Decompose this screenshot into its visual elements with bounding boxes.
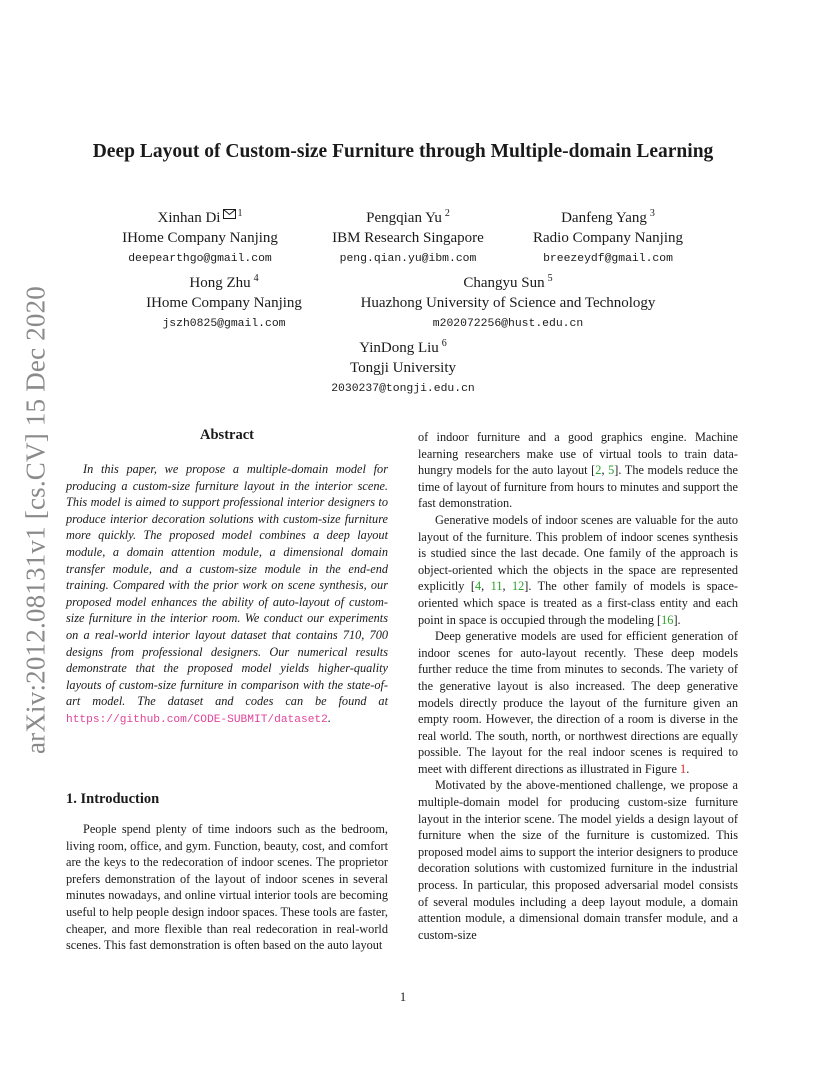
author-name: Danfeng Yang $^3$	[561, 208, 655, 226]
arxiv-id: arXiv:2012.08131v1 [cs.CV] 15 Dec 2020	[20, 285, 51, 755]
author-name: Xinhan Di $^1$	[157, 208, 243, 226]
author-block-4	[126, 269, 322, 334]
paper-title: Deep Layout of Custom-size Furniture through Multiple-domain Learning	[92, 141, 714, 162]
author-block-2	[313, 204, 503, 269]
intro-heading: 1. Introduction	[66, 791, 160, 807]
author-affiliation: Radio Company Nanjing	[533, 230, 683, 246]
citation-link[interactable]: 16	[661, 612, 674, 627]
author-block-3	[518, 204, 698, 269]
author-name: Hong Zhu $^4$	[189, 273, 259, 291]
author-name: Pengqian Yu $^2$	[366, 208, 450, 226]
author-email[interactable]: 2030237@tongji.edu.cn	[331, 383, 475, 395]
citation-link[interactable]: 11	[490, 579, 503, 594]
paragraph: Generative models of indoor scenes are valuable for the auto layout of the furniture. This problem of indoor scenes synthesis is studied since the last decade. One family of the approach is object-oriented which the objects in the space are represented explicitly [4, 11, 12]. The other family of models is space-oriented which space is treated as a first-class entity and each point in space is occupied through the modeling [16].	[418, 512, 738, 627]
author-affiliation: Tongji University	[349, 360, 457, 376]
author-affiliation: IHome Company Nanjing	[146, 295, 302, 311]
arxiv-sidebar-stamp	[16, 280, 56, 760]
figure-reference-link[interactable]: 1	[680, 761, 687, 776]
abstract-text: In this paper, we propose a multiple-domain model for producing a custom-size furniture layout in the interior scene. This model is aimed to support professional interior designers to produce interior decoration solutions with custom-size furniture more quickly. The proposed model combines a deep layout module, a domain attention module, a dimensional domain transfer module, and a custom-size module in the end-end training. Compared with the prior work on scene synthesis, our proposed model enhances the ability of auto-layout of custom-size furniture in the interior room. We conduct our experiments on a real-world interior layout dataset that contains 710, 700 designs from professional designers. Our numerical results demonstrate that the proposed model yields higher-quality layouts of custom-size furniture in comparison with the state-of-art model. The dataset and codes can be found at	[66, 462, 388, 709]
dataset-link[interactable]: https://github.com/CODE-SUBMIT/dataset2	[66, 713, 328, 726]
author-email[interactable]: deepearthgo@gmail.com	[128, 253, 272, 265]
author-email[interactable]: jszh0825@gmail.com	[162, 318, 286, 330]
author-affiliation: IBM Research Singapore	[332, 230, 484, 246]
abstract-heading: Abstract	[200, 427, 254, 443]
author-email[interactable]: breezeydf@gmail.com	[543, 253, 673, 265]
intro-body	[66, 821, 388, 954]
author-name: Changyu Sun $^5$	[463, 273, 553, 291]
author-email[interactable]: m202072256@hust.edu.cn	[432, 318, 584, 330]
intro-paragraph: People spend plenty of time indoors such as the bedroom, living room, office, and gym. Function, beauty, cost, and comfort are the keys to the redecoration of indoor scenes. The proprietor prefers demonstration of the layout of indoor scenes in several minutes nowadays, and online virtual interior tools are becoming useful to help people design indoor spaces. These tools are faster, cheaper, and more flexible than real redecoration in real-world scenes. This fast demonstration is often based on the auto layout	[66, 822, 388, 953]
citation-link[interactable]: 2	[595, 463, 602, 478]
author-block-6	[308, 334, 498, 399]
citation-link[interactable]: 4	[474, 579, 482, 594]
citation-link[interactable]: 12	[511, 579, 525, 594]
author-affiliation: IHome Company Nanjing	[122, 230, 278, 246]
page-number: 1	[399, 990, 407, 1004]
right-column	[418, 429, 738, 943]
abstract-body: In this paper, we propose a multiple-domain model for producing a custom-size furniture layout in the interior scene. This model is aimed to support professional interior designers to produce interior decoration solutions with custom-size furniture more quickly. The proposed model combines a deep layout module, a domain attention module, a dimensional domain transfer module, and a custom-size module in the end-end training. Compared with the prior work on scene synthesis, our proposed model enhances the ability of auto-layout of custom-size furniture in the interior room. We conduct our experiments on a real-world interior layout dataset that contains 710, 700 designs from professional designers. Our numerical results demonstrate that the proposed model yields higher-quality layouts of custom-size furniture in comparison with the state-of-art model. The dataset and codes can be found at https://github.com/CODE-SUBMIT/dataset2.	[66, 462, 388, 726]
author-block-5	[338, 269, 678, 334]
author-name: YinDong Liu $^6$	[359, 338, 447, 356]
paragraph: Deep generative models are used for efficient generation of indoor scenes for auto-layout recently. These deep models further reduce the time from minutes to seconds. The variety of the generative layout is also increased. The deep generative models directly produce the layout of the furniture given an empty room. However, the direction of a room is diverse in the real world. The south, north, or northwest directions are equally possible. The layout for the real indoor scenes is required to meet with different directions as illustrated in Figure 1.	[418, 629, 738, 776]
citation-link[interactable]: 5	[608, 463, 615, 478]
paragraph: Motivated by the above-mentioned challenge, we propose a multiple-domain model for producing custom-size furniture layout in the interior scene. The model yields a design layout of furniture when the size of the furniture is customized. This proposed model aims to support the interior designers to produce decoration solutions with customized furniture in the industrial process. In particular, this proposed adversarial model consists of several modules including a deep layout module, a domain attention module, a dimensional domain transfer module, and a custom-size	[418, 778, 738, 942]
paragraph-continued: of indoor furniture and a good graphics engine. Machine learning researchers make use of virtual tools to train data-hungry models for the auto layout [2, 5]. The models reduce the time of layout of furniture from hours to minutes and support the fast demonstration.	[418, 430, 739, 511]
author-email[interactable]: peng.qian.yu@ibm.com	[339, 253, 477, 265]
envelope-icon	[223, 209, 236, 219]
author-block-1	[110, 204, 290, 269]
author-affiliation: Huazhong University of Science and Technology	[360, 295, 656, 311]
